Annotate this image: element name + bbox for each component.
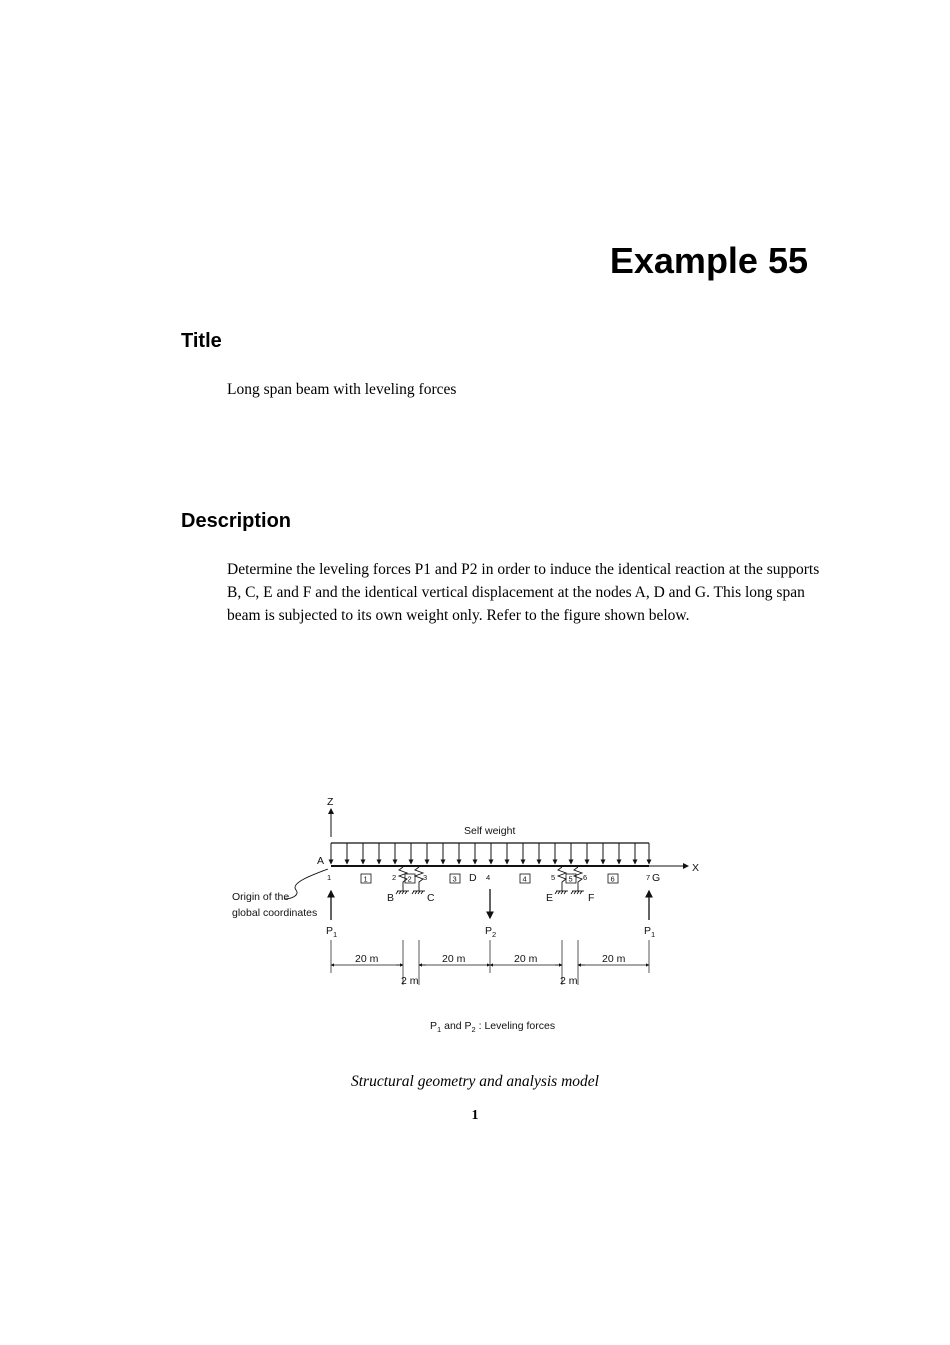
leveling-forces-legend: $P_1$ and $P_2$ : Leveling forces [430, 1020, 556, 1034]
node-1-label: 1 [327, 873, 332, 882]
dim-span-1-label: 20 m [355, 953, 379, 965]
element-3-tag [450, 874, 460, 884]
origin-leader-line [284, 869, 328, 899]
description-text: Determine the leveling forces P1 and P2 in order to induce the identical reaction at the supports B, C, E and F and the identical vertical displacement at the nodes A, D and G. This long span beam is subjected to its own weight only. Refer to the figure shown below. [227, 561, 820, 624]
x-axis-label: X [692, 862, 700, 874]
load-arrows [331, 843, 649, 864]
page-title: Example 55 [609, 240, 808, 281]
point-g-label: G [652, 872, 661, 884]
title-heading: Title [181, 330, 222, 352]
figure-caption: Structural geometry and analysis model [351, 1073, 599, 1090]
node-2-label: 2 [392, 873, 397, 882]
svg-text:4: 4 [522, 874, 527, 884]
force-p1-right-label: $P_1$ [644, 925, 656, 939]
node-5-label: 5 [551, 873, 556, 882]
node-7-label: 7 [646, 873, 651, 882]
svg-text:5: 5 [568, 874, 573, 884]
svg-text:2: 2 [407, 874, 412, 884]
point-c-label: C [427, 892, 435, 904]
structural-figure [220, 785, 720, 1040]
element-4-tag [520, 874, 530, 884]
point-e-label: E [546, 892, 554, 904]
point-f-label: F [588, 892, 595, 904]
description-heading: Description [181, 510, 292, 532]
point-b-label: B [387, 892, 395, 904]
svg-text:1: 1 [363, 874, 368, 884]
self-weight-label: Self weight [464, 825, 516, 837]
node-6-label: 6 [583, 873, 588, 882]
dim-span-2-label: 20 m [442, 953, 466, 965]
page-number: 1 [471, 1108, 479, 1123]
beam-diagram [220, 785, 720, 1040]
element-6-tag [608, 874, 618, 884]
svg-text:3: 3 [452, 874, 457, 884]
origin-label-line2: global coordinates [232, 907, 318, 919]
title-text: Long span beam with leveling forces [227, 381, 457, 398]
origin-label-line1: Origin of the [232, 891, 290, 903]
force-p1-left-label: $P_1$ [326, 925, 338, 939]
dim-span-4-label: 20 m [602, 953, 626, 965]
point-a-label: A [317, 855, 325, 867]
dim-gap-2-label: 2 m [560, 975, 578, 987]
node-3-label: 3 [423, 873, 428, 882]
dim-gap-1-label: 2 m [401, 975, 419, 987]
z-axis-label: Z [327, 796, 334, 808]
dim-span-3-label: 20 m [514, 953, 538, 965]
node-4-label: 4 [486, 873, 491, 882]
point-d-label: D [469, 872, 477, 884]
force-p2-label: $P_2$ [485, 925, 497, 939]
svg-text:6: 6 [610, 874, 615, 884]
element-1-tag [361, 874, 371, 884]
